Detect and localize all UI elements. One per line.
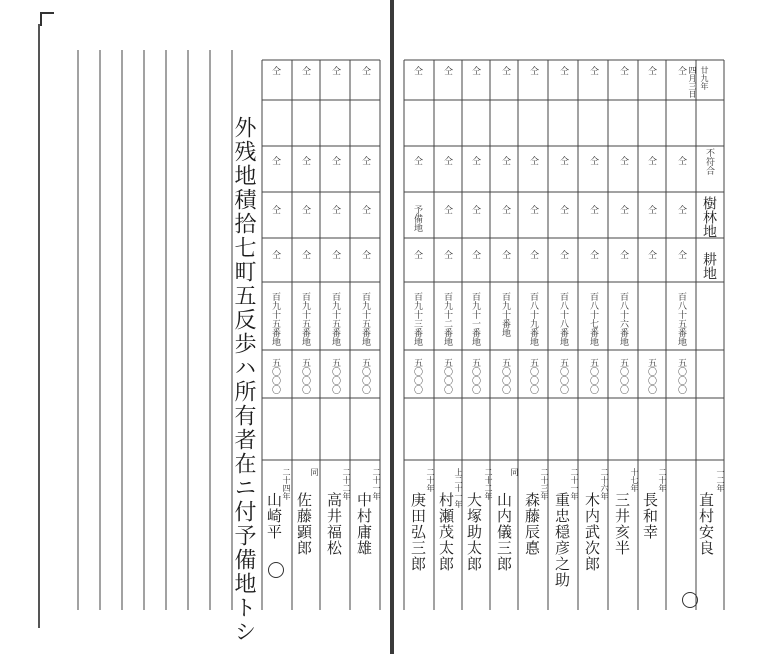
entry-prefix: 二十一年	[372, 468, 381, 500]
lot-number: 百九十番地	[500, 292, 510, 337]
amount: 五〇〇〇	[618, 358, 628, 394]
ditto-mark: 仝	[528, 250, 538, 259]
ditto-mark: 仝	[558, 250, 568, 259]
ditto-mark: 仝	[558, 205, 568, 214]
ditto-mark: 仝	[528, 66, 538, 75]
ditto-mark: 仝	[588, 66, 598, 75]
ditto-mark: 仝	[300, 156, 310, 165]
ditto-mark: 仝	[676, 156, 686, 165]
entry-prefix: 上二十一年	[454, 468, 463, 508]
entry-name: 重忠穏彦之助	[553, 492, 571, 588]
amount: 五〇〇〇	[442, 358, 452, 394]
entry-prefix: 二十年	[658, 468, 667, 492]
ditto-mark: 仝	[470, 66, 480, 75]
entry-name: 森藤辰悳	[523, 492, 541, 556]
ditto-mark: 仝	[646, 205, 656, 214]
ditto-mark: 仝	[270, 156, 280, 165]
ditto-mark: 仝	[270, 205, 280, 214]
entry-prefix: 二十三年	[540, 468, 549, 500]
lot-number: 百八十六番地	[618, 292, 628, 346]
entry-name: 山崎平	[265, 492, 283, 540]
entry-name: 長和幸	[641, 492, 659, 540]
entry-name: 中村庸雄	[355, 492, 373, 556]
entry-prefix: 同	[310, 468, 319, 476]
lot-number: 百八十八番地	[558, 292, 568, 346]
ditto-mark: 仝	[646, 156, 656, 165]
amount: 五〇〇〇	[412, 358, 422, 394]
ditto-mark: 仝	[558, 66, 568, 75]
entry-prefix: 二十年	[426, 468, 435, 492]
amount: 五〇〇〇	[588, 358, 598, 394]
amount: 五〇〇〇	[528, 358, 538, 394]
amount: 五〇〇〇	[646, 358, 656, 394]
lot-number: 百九十一番地	[470, 292, 480, 346]
entry-name: 高井福松	[325, 492, 343, 556]
lot-number: 百九十五番地	[360, 292, 370, 346]
entry-name: 直村安良	[697, 492, 715, 556]
ditto-mark: 仝	[588, 156, 598, 165]
ditto-mark: 仝	[618, 156, 628, 165]
ditto-mark: 仝	[676, 205, 686, 214]
ditto-mark: 仝	[618, 205, 628, 214]
ditto-mark: 仝	[588, 205, 598, 214]
ditto-mark: 仝	[618, 250, 628, 259]
ditto-mark: 仝	[442, 205, 452, 214]
date-note: 四月三日	[688, 66, 697, 98]
amount: 五〇〇〇	[558, 358, 568, 394]
page-heading: 外残地積拾七町五反歩ハ所有者在ニ付予備地トシ	[231, 116, 256, 644]
ditto-mark: 仝	[442, 250, 452, 259]
ditto-mark: 仝	[300, 205, 310, 214]
amount: 五〇〇〇	[470, 358, 480, 394]
ditto-mark: 仝	[270, 66, 280, 75]
ditto-mark: 仝	[270, 250, 280, 259]
ditto-mark: 仝	[500, 66, 510, 75]
lot-number: 百八十五番地	[676, 292, 686, 346]
entry-prefix: 同	[510, 468, 519, 476]
amount: 五〇〇〇	[676, 358, 686, 394]
ditto-mark: 仝	[646, 66, 656, 75]
ditto-mark: 仝	[500, 156, 510, 165]
ditto-mark: 仝	[442, 66, 452, 75]
entry-prefix: 二十六年	[600, 468, 609, 500]
entry-name: 佐藤顕郎	[295, 492, 313, 556]
lot-number: 百八十九番地	[528, 292, 538, 346]
year-note: 廿九年	[700, 66, 709, 90]
ditto-mark: 仝	[360, 66, 370, 75]
ditto-mark: 仝	[412, 156, 422, 165]
label-farmland: 耕地	[701, 252, 717, 280]
label-mismatch: 不符合	[704, 148, 714, 175]
ditto-mark: 仝	[676, 250, 686, 259]
ditto-mark: 仝	[412, 250, 422, 259]
seal-stamp-icon	[268, 562, 284, 578]
ditto-mark: 仝	[558, 156, 568, 165]
entry-prefix: 二十一年	[570, 468, 579, 500]
ditto-mark: 仝	[618, 66, 628, 75]
entry-name: 三井亥半	[613, 492, 631, 556]
label-reserve: 予備地	[412, 205, 422, 232]
ditto-mark: 仝	[330, 156, 340, 165]
ditto-mark: 仝	[330, 250, 340, 259]
lot-number: 百九十五番地	[270, 292, 280, 346]
ditto-mark: 仝	[330, 66, 340, 75]
ditto-mark: 仝	[500, 205, 510, 214]
ditto-mark: 仝	[470, 205, 480, 214]
entry-name: 村瀬茂太郎	[437, 492, 455, 572]
ditto-mark: 仝	[360, 156, 370, 165]
amount: 五〇〇〇	[360, 358, 370, 394]
ditto-mark: 仝	[330, 205, 340, 214]
entry-prefix: 二十二年	[342, 468, 351, 500]
ditto-mark: 仝	[500, 250, 510, 259]
entry-name: 庚田弘三郎	[409, 492, 427, 572]
entry-prefix: 一二年	[716, 468, 725, 492]
ditto-mark: 仝	[442, 156, 452, 165]
ditto-mark: 仝	[588, 250, 598, 259]
ditto-mark: 仝	[300, 66, 310, 75]
entry-name: 大塚助太郎	[465, 492, 483, 572]
ditto-mark: 仝	[470, 156, 480, 165]
lot-number: 百八十七番地	[588, 292, 598, 346]
amount: 五〇〇〇	[270, 358, 280, 394]
ditto-mark: 仝	[360, 205, 370, 214]
seal-stamp-icon	[682, 592, 698, 608]
lot-number: 百九十二番地	[442, 292, 452, 346]
ditto-mark: 仝	[646, 250, 656, 259]
ditto-mark: 仝	[470, 250, 480, 259]
ditto-mark: 仝	[528, 205, 538, 214]
amount: 五〇〇〇	[500, 358, 510, 394]
ditto-mark: 仝	[360, 250, 370, 259]
amount: 五〇〇〇	[330, 358, 340, 394]
lot-number: 百九十五番地	[300, 292, 310, 346]
ditto-mark: 仝	[412, 66, 422, 75]
entry-name: 木内武次郎	[583, 492, 601, 572]
entry-prefix: 二十二年	[484, 468, 493, 500]
amount: 五〇〇〇	[300, 358, 310, 394]
entry-prefix: 十七年	[630, 468, 639, 492]
ditto-mark: 仝	[300, 250, 310, 259]
lot-number: 百九十五番地	[330, 292, 340, 346]
entry-name: 山内儀三郎	[495, 492, 513, 572]
ditto-mark: 仝	[528, 156, 538, 165]
entry-prefix: 二十四年	[282, 468, 291, 500]
label-forest: 樹林地	[701, 196, 717, 238]
lot-number: 百九十三番地	[412, 292, 422, 346]
ditto-mark: 仝	[676, 66, 686, 75]
